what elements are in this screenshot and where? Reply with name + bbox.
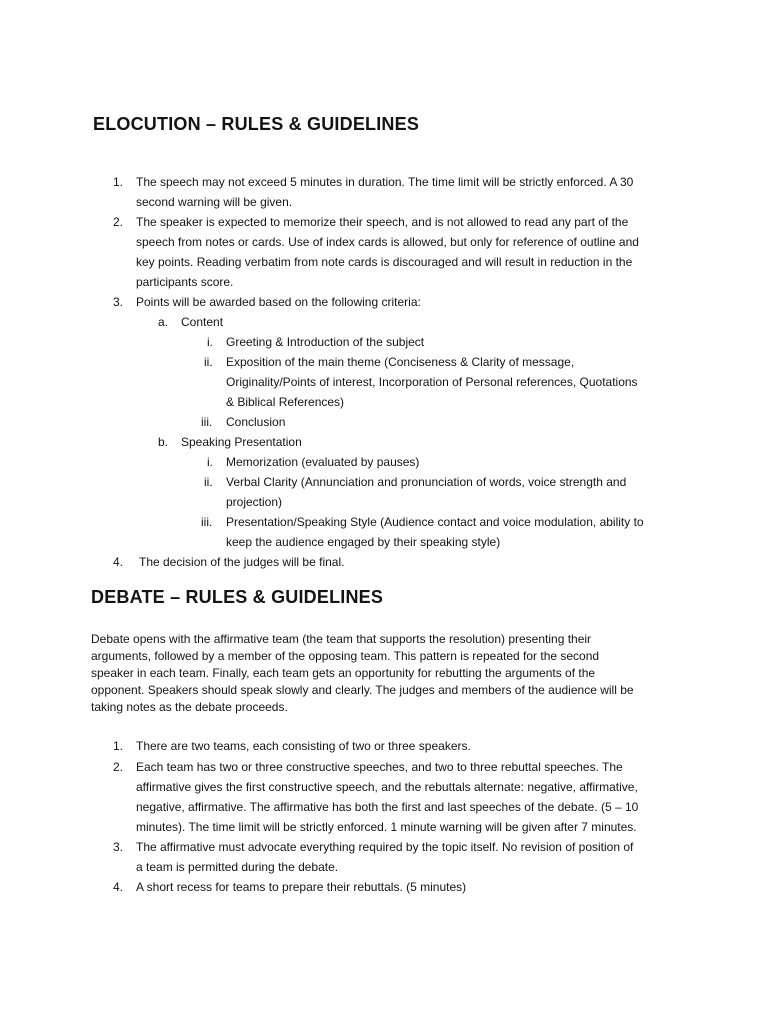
list-item-line: The speaker is expected to memorize their speech, and is not allowed to read any part of the: [136, 215, 629, 229]
elocution-heading: ELOCUTION – RULES & GUIDELINES: [93, 114, 420, 134]
paragraph-line: Debate opens with the affirmative team (the team that supports the resolution) presenting their: [91, 632, 592, 646]
subitem-line: keep the audience engaged by their speaking style): [226, 535, 501, 549]
subitem-line: & Biblical References): [226, 395, 345, 409]
subitem-number: i.: [207, 335, 213, 349]
list-item-line: a team is permitted during the debate.: [136, 860, 339, 874]
subitem-line: projection): [226, 495, 283, 509]
criteria-label: Content: [181, 315, 224, 329]
subitem-line: Presentation/Speaking Style (Audience contact and voice modulation, ability to: [226, 515, 644, 529]
list-number: 2.: [113, 215, 124, 229]
debate-heading: DEBATE – RULES & GUIDELINES: [91, 587, 384, 607]
subitem-line: Originality/Points of interest, Incorporation of Personal references, Quotations: [226, 375, 638, 389]
subitem-line: Greeting & Introduction of the subject: [226, 335, 425, 349]
list-item-line: minutes). The time limit will be strictly enforced. 1 minute warning will be given after 7 minutes.: [136, 820, 637, 834]
subitem-line: Memorization (evaluated by pauses): [226, 455, 420, 469]
subitem-line: Conclusion: [226, 415, 286, 429]
list-item-line: key points. Reading verbatim from note cards is discouraged and will result in reduction in the: [136, 255, 633, 269]
paragraph-line: opponent. Speakers should speak slowly and clearly. The judges and members of the audience will be: [91, 683, 634, 697]
subitem-number: iii.: [201, 415, 213, 429]
criteria-letter: b.: [158, 435, 169, 449]
list-item-line: There are two teams, each consisting of two or three speakers.: [136, 739, 471, 753]
subitem-number: ii.: [204, 475, 213, 489]
list-number: 2.: [113, 760, 124, 774]
paragraph-line: arguments, followed by a member of the opposing team. This pattern is repeated for the second: [91, 649, 600, 663]
list-item-line: negative, affirmative. The affirmative has both the first and last speeches of the debate. (5 – 10: [136, 800, 639, 814]
subitem-line: Exposition of the main theme (Conciseness & Clarity of message,: [226, 355, 575, 369]
list-item-line: Points will be awarded based on the following criteria:: [136, 295, 421, 309]
list-item-line: Each team has two or three constructive speeches, and two to three rebuttal speeches. The: [136, 760, 623, 774]
subitem-number: i.: [207, 455, 213, 469]
list-item-line: The affirmative must advocate everything required by the topic itself. No revision of position of: [136, 840, 634, 854]
criteria-letter: a.: [158, 315, 169, 329]
list-number: 3.: [113, 840, 124, 854]
subitem-number: ii.: [204, 355, 213, 369]
subitem-number: iii.: [201, 515, 213, 529]
list-item-line: participants score.: [136, 275, 234, 289]
subitem-line: Verbal Clarity (Annunciation and pronunciation of words, voice strength and: [226, 475, 627, 489]
list-item-line: affirmative gives the first constructive speech, and the rebuttals alternate: negative, affirmative,: [136, 780, 638, 794]
list-item-line: The speech may not exceed 5 minutes in duration. The time limit will be strictly enforced. A 30: [136, 175, 634, 189]
list-number: 4.: [113, 880, 124, 894]
paragraph-line: speaker in each team. Finally, each team gets an opportunity for rebutting the arguments of the: [91, 666, 596, 680]
list-item-line: A short recess for teams to prepare their rebuttals. (5 minutes): [136, 880, 467, 894]
list-item-line: The decision of the judges will be final.: [139, 555, 345, 569]
criteria-label: Speaking Presentation: [181, 435, 302, 449]
paragraph-line: taking notes as the debate proceeds.: [91, 700, 288, 714]
list-item-line: second warning will be given.: [136, 195, 293, 209]
list-number: 1.: [113, 739, 124, 753]
debate-intro-paragraph: [91, 631, 691, 716]
list-number: 4.: [113, 555, 124, 569]
list-number: 3.: [113, 295, 124, 309]
list-item-line: speech from notes or cards. Use of index cards is allowed, but only for reference of outline and: [136, 235, 639, 249]
list-number: 1.: [113, 175, 124, 189]
